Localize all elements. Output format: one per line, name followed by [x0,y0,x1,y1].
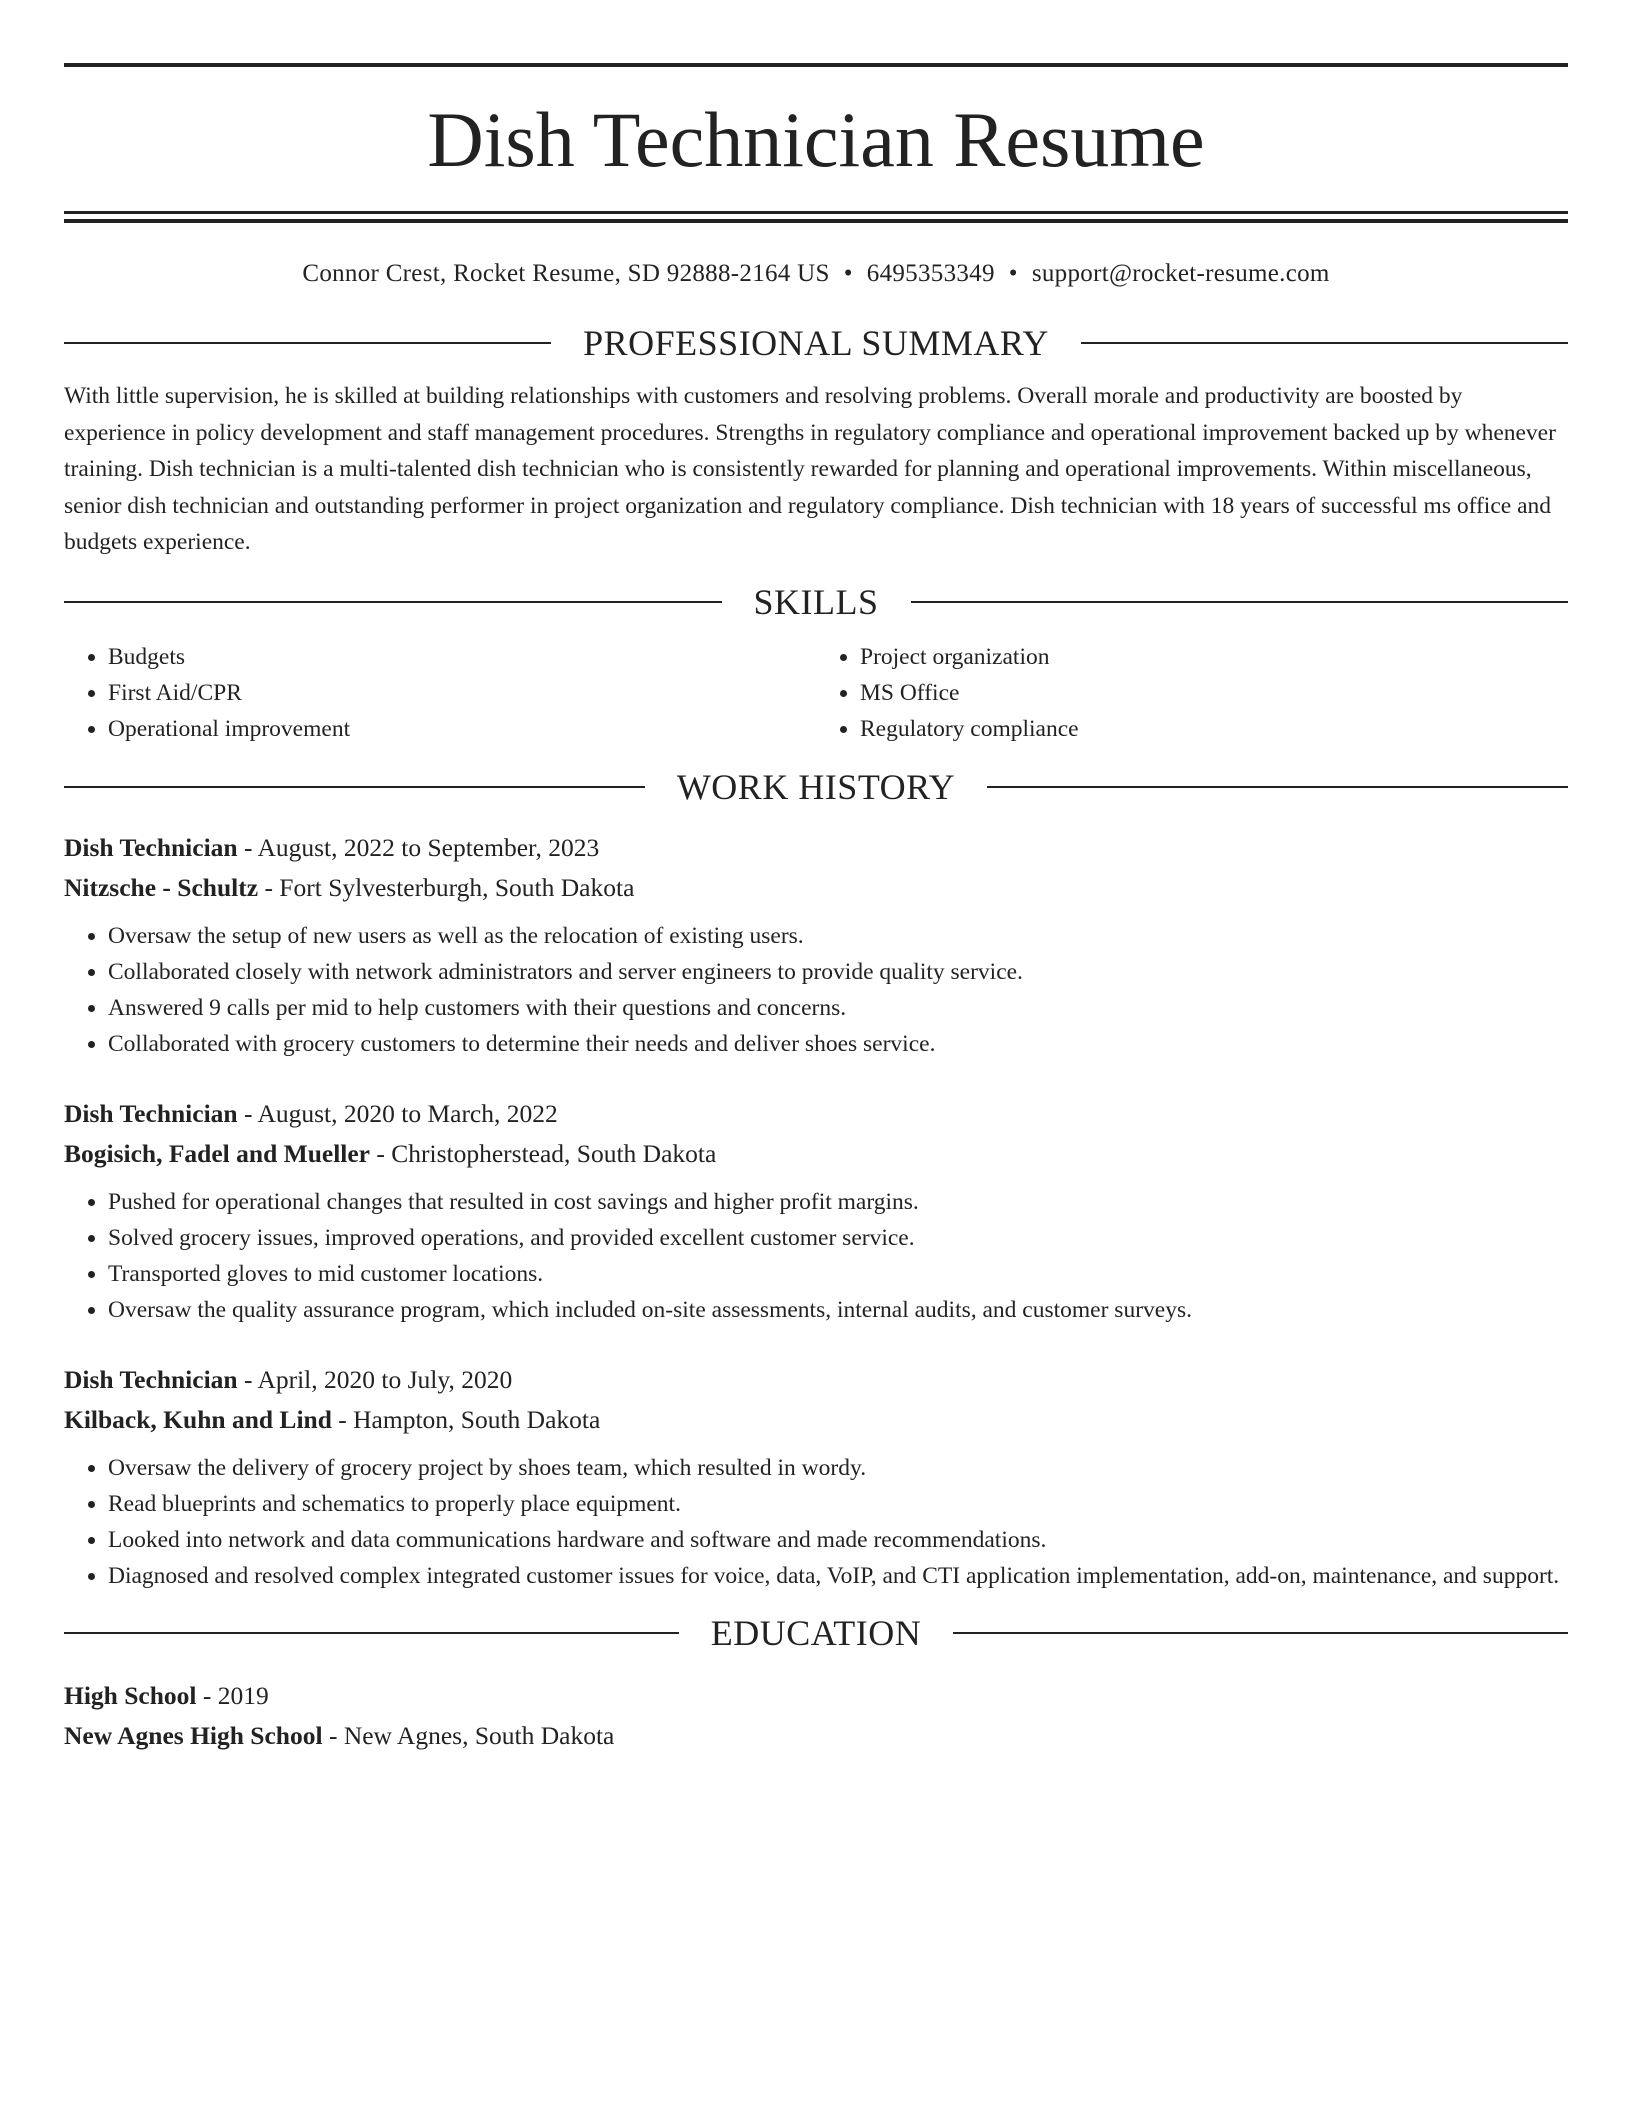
job-title-line [64,828,1568,868]
job-company: Nitzsche - Schultz [64,872,259,902]
work-heading: WORK HISTORY [676,766,956,807]
job-bullet: • Collaborated closely with network administrators and server engineers to provide quality service. [108,954,1568,990]
education-year: - 2019 [202,1680,269,1710]
job-bullet: • Oversaw the delivery of grocery project by shoes team, which resulted in wordy. [108,1450,1568,1486]
skill-item: • First Aid/CPR [108,675,816,711]
skills-section-header [64,577,1568,627]
contact-email: support@rocket-resume.com [1031,260,1330,287]
summary-heading: PROFESSIONAL SUMMARY [583,323,1049,363]
job-bullets [64,918,1568,1062]
work-entry [64,1094,1568,1328]
section-rule [987,786,1568,788]
job-bullet: • Looked into network and data communications hardware and software and made recommendations. [108,1522,1568,1558]
job-location: - Fort Sylvesterburgh, South Dakota [264,872,635,902]
education-degree: High School [64,1680,197,1710]
job-dates: - August, 2022 to September, 2023 [243,832,600,862]
job-bullet: • Pushed for operational changes that resulted in cost savings and higher profit margins. [108,1184,1568,1220]
summary-section-header [64,318,1568,368]
education-location: - New Agnes, South Dakota [328,1720,615,1750]
job-location: - Hampton, South Dakota [338,1404,601,1434]
job-company-line [64,1134,1568,1174]
section-rule [64,1632,679,1634]
education-section-header [64,1608,1568,1658]
section-rule [911,601,1569,603]
job-title: Dish Technician [64,832,238,862]
contact-line [64,258,1568,290]
work-entry [64,828,1568,1062]
job-bullet: • Oversaw the quality assurance program, which included on-site assessments, internal audits, and customer surveys. [108,1292,1568,1328]
job-bullet: • Diagnosed and resolved complex integrated customer issues for voice, data, VoIP, and CTI application implementation, add-on, maintenance, and support. [108,1558,1568,1594]
job-bullet: • Collaborated with grocery customers to determine their needs and deliver shoes service. [108,1026,1568,1062]
education-school: New Agnes High School [64,1720,323,1750]
job-location: - Christopherstead, South Dakota [376,1138,717,1168]
skill-item: • Operational improvement [108,711,816,747]
job-bullet: • Answered 9 calls per mid to help customers with their questions and concerns. [108,990,1568,1026]
skills-column-right [816,639,1568,747]
skill-item: • Regulatory compliance [860,711,1568,747]
job-bullet: • Read blueprints and schematics to properly place equipment. [108,1486,1568,1522]
job-company: Bogisich, Fadel and Mueller [64,1138,370,1168]
education-school-line [64,1716,1568,1756]
skill-item: • MS Office [860,675,1568,711]
education-degree-line [64,1676,1568,1716]
education-heading: EDUCATION [710,1612,922,1653]
skill-item: • Budgets [108,639,816,675]
skills-list [64,639,1568,747]
education-entry [64,1676,1568,1756]
section-rule [64,342,551,344]
contact-address: Connor Crest, Rocket Resume, SD 92888-2164 US [302,260,830,287]
job-dates: - August, 2020 to March, 2022 [243,1098,558,1128]
job-title: Dish Technician [64,1098,238,1128]
job-bullets [64,1450,1568,1594]
job-title-line [64,1360,1568,1400]
job-bullet: • Transported gloves to mid customer locations. [108,1256,1568,1292]
job-company-line [64,1400,1568,1440]
job-bullet: • Solved grocery issues, improved operations, and provided excellent customer service. [108,1220,1568,1256]
section-rule [64,601,722,603]
skill-item: • Project organization [860,639,1568,675]
work-entry [64,1360,1568,1594]
page-title: Dish Technician Resume [427,96,1205,183]
job-bullet: • Oversaw the setup of new users as well as the relocation of existing users. [108,918,1568,954]
job-company: Kilback, Kuhn and Lind [64,1404,332,1434]
section-rule [1081,342,1568,344]
job-bullets [64,1184,1568,1328]
job-title: Dish Technician [64,1364,238,1394]
title-bottom-rule [64,211,1568,223]
job-title-line [64,1094,1568,1134]
contact-separator: • [1008,260,1018,287]
skills-heading: SKILLS [753,581,879,622]
summary-text: With little supervision, he is skilled at building relationships with customers and resolving problems. Overall morale and productivity are boosted by experience in policy development and staff management procedures. Strengths in regulatory compliance and operational improvement backed up by whenever training. Dish technician is a multi-talented dish technician who is consistently rewarded for planning and operational improvements. Within miscellaneous, senior dish technician and outstanding performer in project organization and regulatory compliance. Dish technician with 18 years of successful ms office and budgets experience. [64,383,1556,555]
contact-phone: 6495353349 [866,260,995,287]
section-rule [953,1632,1568,1634]
contact-separator: • [843,260,853,287]
work-section-header [64,762,1568,812]
section-rule [64,786,645,788]
skills-column-left [64,639,816,747]
job-company-line [64,868,1568,908]
job-dates: - April, 2020 to July, 2020 [243,1364,513,1394]
